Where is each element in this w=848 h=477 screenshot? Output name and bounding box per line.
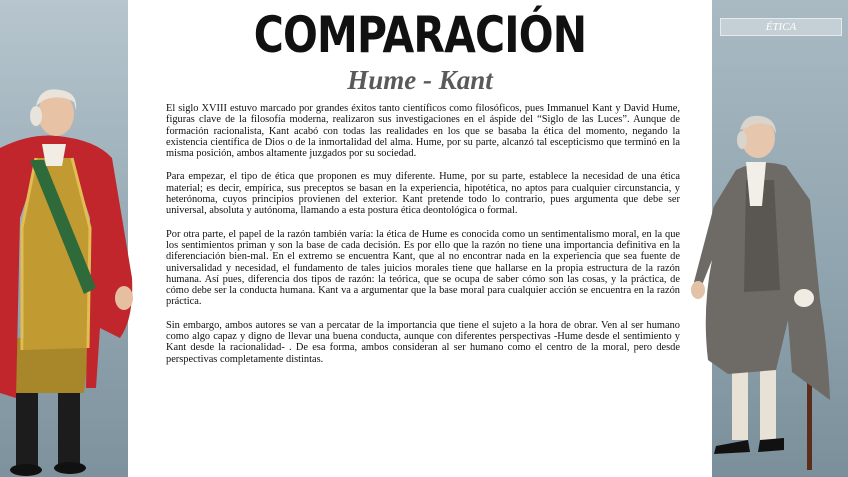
paragraph-2: Para empezar, el tipo de ética que proponen es muy diferente. Hume, por su parte, establece la necesidad de una ética material; es decir, empírica, sus preceptos se basan en la experiencia, hipotética, no aptos para cualquier circunstancia, y heterónoma, cuyos principios provienen del exterior. Kant pretende todo lo contrario, pues argumenta que debe ser universal, absoluta y autónoma, llamando a esta postura ética deontológica o formal. xyxy=(166,171,680,217)
paragraph-3: Por otra parte, el papel de la razón también varía: la ética de Hume es conocida como un sentimentalismo moral, en la que los sentimientos priman y son la base de cada decisión. Es por ello que la razón no tiene una importancia definitiva en la diferenciación bien-mal. En el extremo se encuentra Kant, que al no encontrar nada en la experiencia que sea fuente de universalidad y necesidad, el fundamento de tales juicios morales tiene que hallarse en la propia estructura de la razón humana. Así pues, diferencia dos tipos de razón: la teórica, que se ocupa de saber cómo son las cosas, y la práctica, de cómo debe ser la conducta humana. Kant va a argumentar que la base moral para cualquier acción se encuentra en la razón práctica. xyxy=(166,228,680,308)
body-text xyxy=(166,103,680,377)
category-badge: ÉTICA xyxy=(720,18,842,36)
page-title: COMPARACIÓN xyxy=(253,6,587,64)
paragraph-4: Sin embargo, ambos autores se van a percatar de la importancia que tiene el sujeto a la hora de obrar. Ven al ser humano como algo capaz y digno de llevar una buena conducta, aunque con diferentes perspectivas -Hume desde el sentimiento y Kant desde la racionalidad- . De esa forma, ambos consideran al ser humano como el centro de la moral, pero desde perspectivas completamente distintas. xyxy=(166,319,680,365)
hume-portrait xyxy=(0,88,140,477)
paragraph-1: El siglo XVIII estuvo marcado por grandes éxitos tanto científicos como filosóficos, pues Immanuel Kant y David Hume, figuras clave de la filosofía moderna, realizaron sus investigaciones en el áspide del “Siglo de las Luces”. Aunque de formación racionalista, Kant acabó con todas las realidades en los que se basaba la ética del momento, negando la existencia científica de Dios o de la inmortalidad del alma. Hume, por su parte, alcanzó tal escepticismo que terminó en la misma posición, ambos altamente juzgados por su sociedad. xyxy=(166,103,680,160)
page-subtitle: Hume - Kant xyxy=(347,65,493,95)
kant-portrait xyxy=(688,110,848,477)
document-sheet xyxy=(128,0,712,477)
